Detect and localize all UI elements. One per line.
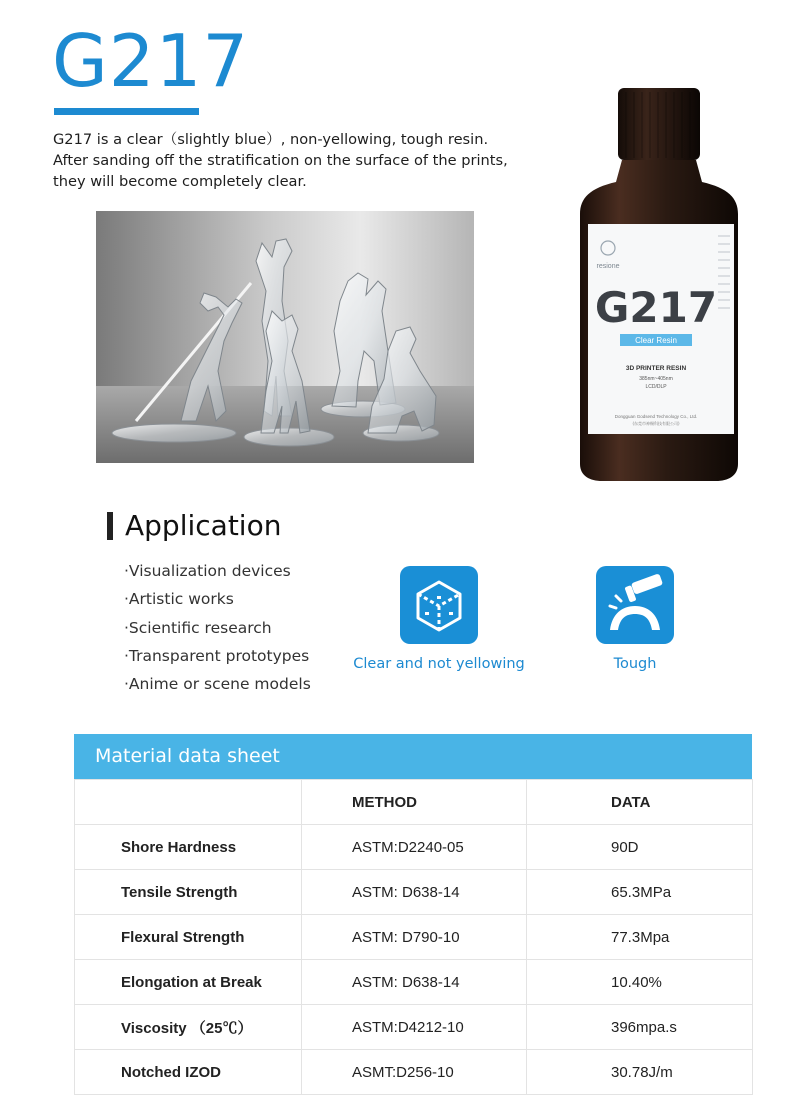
property-value: 77.3Mpa <box>527 915 753 960</box>
property-value: 90D <box>527 825 753 870</box>
description-line: After sanding off the stratification on the surface of the prints, <box>53 152 508 169</box>
data-sheet-title: Material data sheet <box>95 745 280 767</box>
property-value: 10.40% <box>527 960 753 1005</box>
property-name: Elongation at Break <box>75 960 302 1005</box>
property-name: Tensile Strength <box>75 870 302 915</box>
clear-cube-icon <box>400 566 478 644</box>
bottle-model: G217 <box>594 283 718 332</box>
bottle-maker: Dongguan Godsend Technology Co., Ltd. <box>614 414 698 419</box>
product-description <box>53 129 573 192</box>
test-method: ASMT:D256-10 <box>302 1050 527 1095</box>
bottle-brand: resione <box>596 263 620 270</box>
bottle-type: 3D PRINTER RESIN <box>625 365 687 372</box>
table-row <box>75 960 753 1005</box>
description-line: they will become completely clear. <box>53 173 307 190</box>
list-item: ·Anime or scene models <box>124 675 311 694</box>
feature-tough <box>585 566 685 672</box>
data-sheet-header <box>74 734 752 779</box>
title-underline <box>54 108 199 115</box>
list-item: ·Visualization devices <box>124 562 291 580</box>
test-method: ASTM:D4212-10 <box>302 1005 527 1050</box>
test-method: ASTM: D638-14 <box>302 960 527 1005</box>
product-title: G217 <box>52 19 250 103</box>
property-name: Notched IZOD <box>75 1050 302 1095</box>
description-line: G217 is a clear（slightly blue）, non-yellowing, tough resin. <box>53 131 489 148</box>
table-header-row <box>75 780 753 825</box>
table-row <box>75 1005 753 1050</box>
table-row <box>75 915 753 960</box>
test-method: ASTM: D638-14 <box>302 870 527 915</box>
heading-marker <box>107 512 113 540</box>
feature-clear <box>349 566 529 672</box>
table-row <box>75 825 753 870</box>
data-sheet-table <box>74 779 753 1095</box>
property-name: Flexural Strength <box>75 915 302 960</box>
column-header-method: METHOD <box>302 780 527 825</box>
property-name: Shore Hardness <box>75 825 302 870</box>
bottle-maker-cn: (东莞市神赐科技有限公司) <box>632 421 680 426</box>
table-row <box>75 870 753 915</box>
table-row <box>75 1050 753 1095</box>
property-name: Viscosity （25℃） <box>75 1005 302 1050</box>
bottle-tech: LCD/DLP <box>645 384 667 390</box>
test-method: ASTM: D790-10 <box>302 915 527 960</box>
list-item: ·Transparent prototypes <box>124 646 310 665</box>
feature-label: Clear and not yellowing <box>353 656 525 672</box>
list-item: ·Artistic works <box>124 590 234 609</box>
test-method: ASTM:D2240-05 <box>302 825 527 870</box>
figurines-photo <box>96 211 474 463</box>
property-value: 30.78J/m <box>527 1050 753 1095</box>
application-title: Application <box>125 509 282 542</box>
property-value: 396mpa.s <box>527 1005 753 1050</box>
column-header <box>75 780 302 825</box>
feature-label: Tough <box>613 656 657 672</box>
bottle-variant: Clear Resin <box>635 336 677 345</box>
list-item: ·Scientific research <box>124 618 272 637</box>
resin-bottle <box>578 86 740 482</box>
column-header-data: DATA <box>527 780 753 825</box>
application-list <box>124 559 311 700</box>
impact-tough-icon <box>596 566 674 644</box>
property-value: 65.3MPa <box>527 870 753 915</box>
bottle-wavelength: 385nm~405nm <box>639 376 673 382</box>
